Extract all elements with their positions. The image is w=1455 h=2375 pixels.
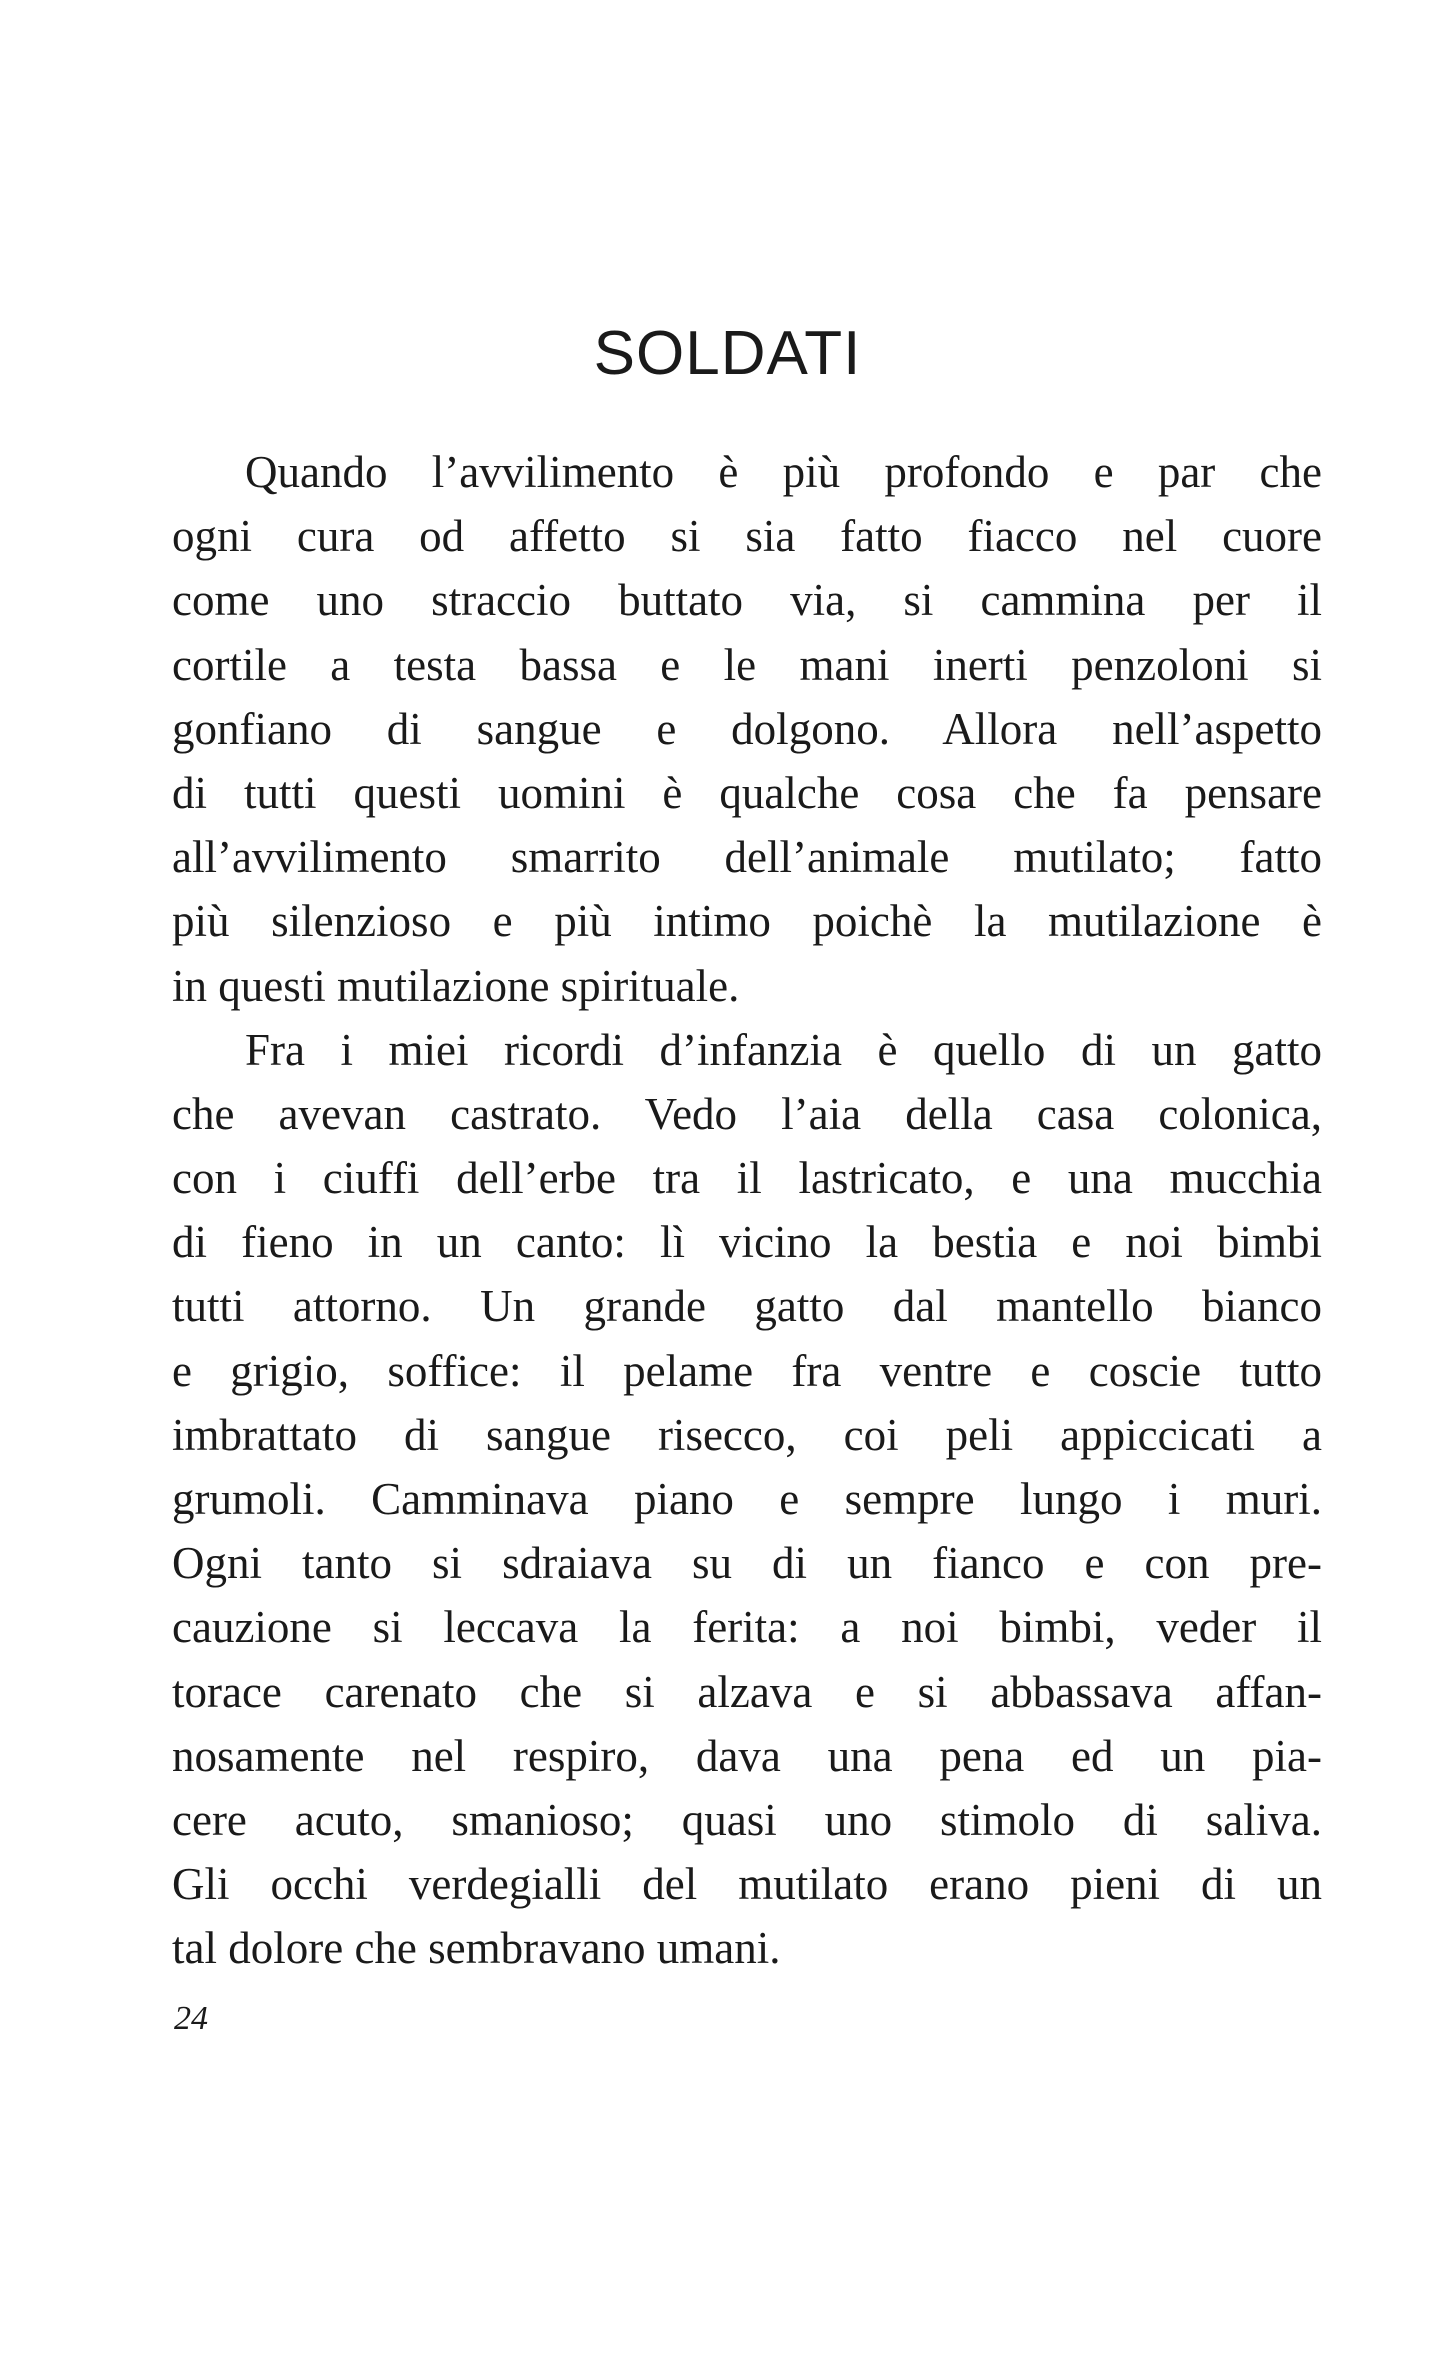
text-line: e grigio, soffice: il pelame fra ventre e coscie tutto <box>172 1345 1322 1396</box>
text-line: torace carenato che si alzava e si abbassava affan- <box>172 1666 1322 1717</box>
text-line: di tutti questi uomini è qualche cosa che fa pensare <box>172 767 1322 818</box>
page-number: 24 <box>174 2000 208 2037</box>
text-line: ogni cura od affetto si sia fatto fiacco nel cuore <box>172 511 1322 562</box>
text-line: tal dolore che sembravano umani. <box>172 1923 781 1974</box>
text-line: che avevan castrato. Vedo l’aia della casa colonica, <box>172 1088 1322 1139</box>
text-line: nosamente nel respiro, dava una pena ed un pia- <box>172 1730 1322 1781</box>
text-line: grumoli. Camminava piano e sempre lungo i muri. <box>172 1474 1322 1524</box>
text-line: Quando l’avvilimento è più profondo e par che <box>245 447 1322 497</box>
text-line: Ogni tanto si sdraiava su di un fianco e con pre- <box>172 1538 1322 1589</box>
text-line: con i ciuffi dell’erbe tra il lastricato, e una mucchia <box>172 1153 1322 1204</box>
text-line: cere acuto, smanioso; quasi uno stimolo di saliva. <box>172 1794 1322 1845</box>
text-line: tutti attorno. Un grande gatto dal mantello bianco <box>172 1281 1322 1332</box>
text-line: gonfiano di sangue e dolgono. Allora nell’aspetto <box>172 703 1322 754</box>
text-line: Gli occhi verdegialli del mutilato erano pieni di un <box>172 1859 1322 1910</box>
text-line: Fra i miei ricordi d’infanzia è quello di un gatto <box>245 1024 1322 1075</box>
chapter-title: SOLDATI <box>593 319 862 388</box>
text-line: in questi mutilazione spirituale. <box>172 960 740 1011</box>
text-line: cortile a testa bassa e le mani inerti penzoloni si <box>172 639 1322 690</box>
text-line: all’avvilimento smarrito dell’animale mutilato; fatto <box>172 832 1322 883</box>
text-line: più silenzioso e più intimo poichè la mutilazione è <box>172 896 1322 947</box>
body-text <box>172 440 1322 1981</box>
text-line: come uno straccio buttato via, si cammina per il <box>172 575 1322 626</box>
text-line: imbrattato di sangue risecco, coi peli appiccicati a <box>172 1409 1322 1460</box>
text-line: di fieno in un canto: lì vicino la bestia e noi bimbi <box>172 1217 1322 1268</box>
text-line: cauzione si leccava la ferita: a noi bimbi, veder il <box>172 1602 1322 1653</box>
